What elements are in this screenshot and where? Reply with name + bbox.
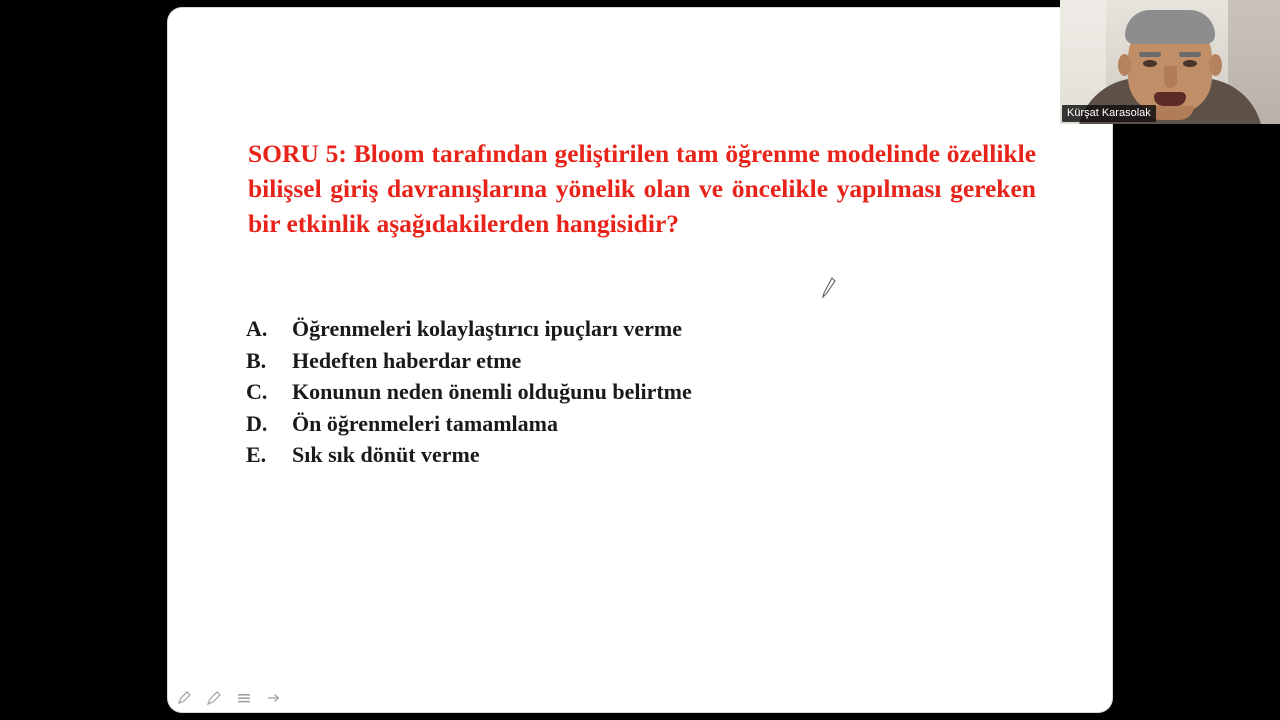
option-c[interactable] [246, 376, 1046, 408]
option-a-text: Öğrenmeleri kolaylaştırıcı ipuçları verme [292, 316, 682, 341]
option-b-key: B. [246, 347, 267, 373]
pencil-icon[interactable] [206, 690, 222, 706]
options-list [246, 313, 1046, 471]
participant-name-label: Kürşat Karasolak [1062, 105, 1156, 122]
option-e-text: Sık sık dönüt verme [292, 442, 480, 467]
option-d-text: Ön öğrenmeleri tamamlama [292, 410, 558, 436]
webcam-overlay[interactable] [1060, 0, 1280, 124]
webcam-person-brow-left [1139, 52, 1161, 57]
option-d[interactable] [246, 408, 1046, 440]
option-b-text: Hedeften haberdar etme [292, 347, 522, 373]
question-text [248, 136, 1036, 241]
option-e[interactable] [246, 439, 1046, 471]
option-c-text: Konunun neden önemli olduğunu belirtme [292, 379, 692, 404]
option-d-key: D. [246, 410, 268, 436]
arrow-right-icon[interactable] [266, 690, 282, 706]
pen-tool-icon[interactable] [176, 690, 192, 706]
option-e-key: E. [246, 442, 267, 467]
webcam-person-ear-left [1118, 54, 1131, 76]
question-body: Bloom tarafından geliştirilen tam öğrenme modelinde özellikle bilişsel giriş davranışlarına yönelik olan ve öncelikle yapılması gereken bir etkinlik aşağıdakilerden hangisidir? [248, 139, 1037, 238]
webcam-person-ear-right [1209, 54, 1222, 76]
question-label: SORU 5: [248, 139, 347, 168]
presentation-slide[interactable] [168, 8, 1112, 712]
menu-icon[interactable] [236, 690, 252, 706]
option-a[interactable] [246, 313, 1046, 345]
pencil-cursor-icon [820, 276, 838, 300]
slide-toolbar[interactable] [176, 690, 282, 706]
webcam-person-brow-right [1179, 52, 1201, 57]
webcam-person-nose [1164, 66, 1177, 88]
webcam-person-eye-right [1183, 60, 1197, 67]
webcam-person-eye-left [1143, 60, 1157, 67]
webcam-person-hair [1125, 10, 1215, 44]
option-a-key: A. [246, 316, 268, 341]
slide-content [168, 8, 1112, 712]
option-c-key: C. [246, 379, 268, 404]
option-b[interactable] [246, 345, 1046, 377]
webcam-person-mouth [1154, 92, 1186, 106]
letterbox-left [0, 0, 168, 720]
